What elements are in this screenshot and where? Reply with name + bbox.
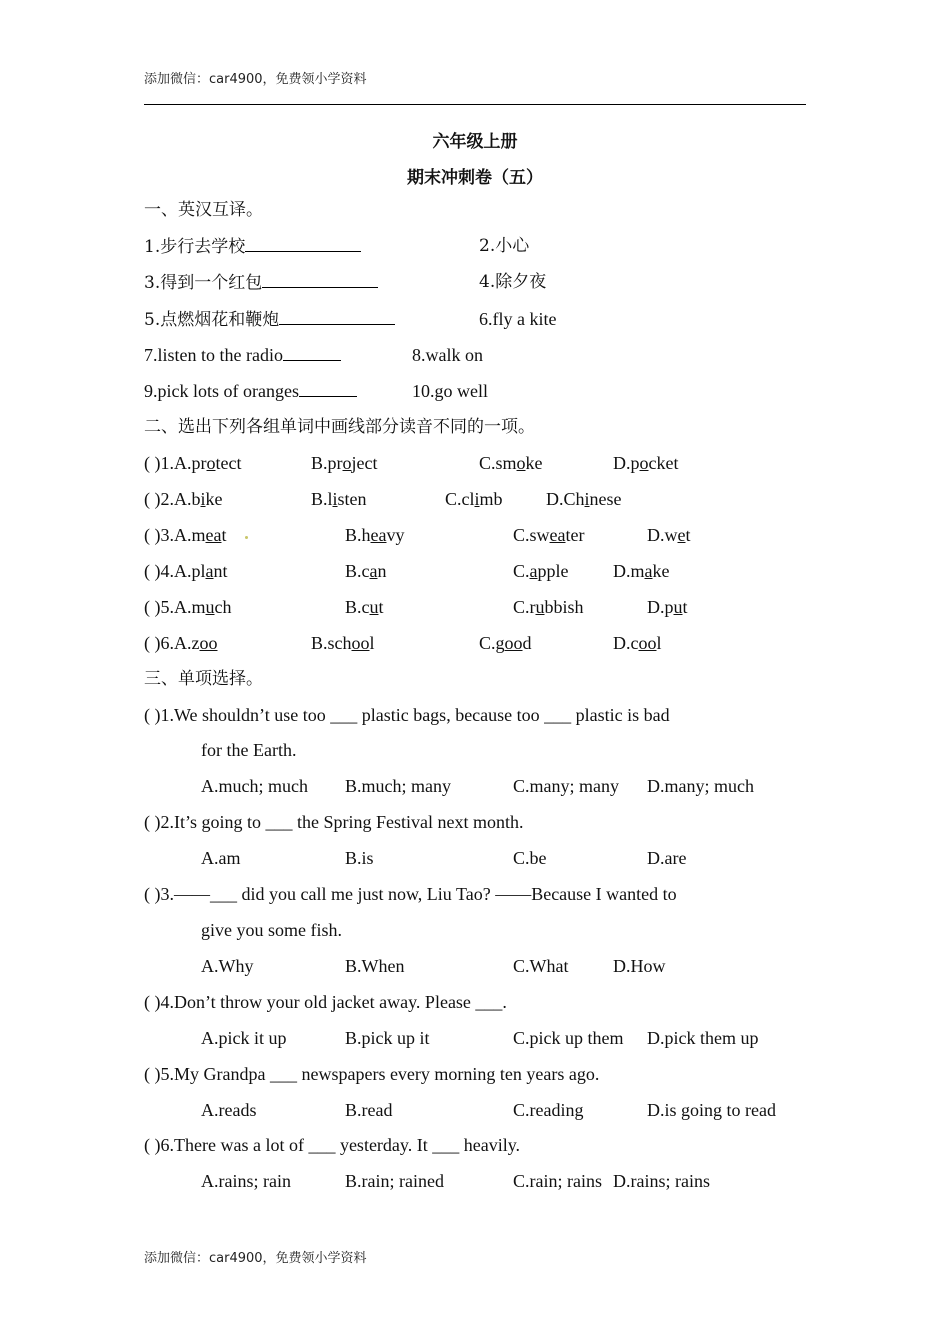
s2-q4-stem: ( )4.A.plant	[144, 561, 228, 581]
s2-q3-stem: ( )3.A.meat	[144, 525, 227, 545]
s2-q6-stem: ( )6.A.zoo	[144, 633, 218, 653]
s1-item-7: 7.listen to the radio	[144, 344, 341, 366]
s2-q2-option-d: D.Chinese	[546, 489, 622, 509]
s2-q2-option-c: C.climb	[445, 489, 503, 509]
s3-q1-option-d: D.many; much	[647, 776, 754, 796]
page-title-exam: 期末冲刺卷（五）	[407, 168, 543, 188]
s3-q4-option-a: A.pick it up	[201, 1028, 287, 1048]
s2-q6-option-c: C.good	[479, 633, 532, 653]
s2-q1-option-b: B.project	[311, 453, 378, 473]
s1-item-6: 6.fly a kite	[479, 309, 557, 329]
s1-item-3: 3.得到一个红包	[144, 271, 378, 294]
s2-q3-option-c: C.sweater	[513, 525, 585, 545]
s3-q3-stem-cont: give you some fish.	[201, 920, 342, 940]
s2-q1-option-c: C.smoke	[479, 453, 543, 473]
page-header: 添加微信：car4900，免费领小学资料	[144, 72, 367, 87]
s3-q4-option-c: C.pick up them	[513, 1028, 624, 1048]
s3-q3-stem: ( )3.——___ did you call me just now, Liu Tao? ——Because I wanted to	[144, 884, 677, 904]
s2-q4-option-b: B.can	[345, 561, 387, 581]
s1-item-1: 1.步行去学校	[144, 235, 361, 258]
s1-item-4: 4.除夕夜	[479, 272, 547, 292]
s3-q3-option-d: D.How	[613, 956, 666, 976]
s3-q6-option-c: C.rain; rains	[513, 1171, 602, 1191]
s3-q3-option-b: B.When	[345, 956, 405, 976]
s3-q6-stem: ( )6.There was a lot of ___ yesterday. It ___ heavily.	[144, 1135, 521, 1155]
s1-item-9: 9.pick lots of oranges	[144, 380, 357, 402]
header-rule	[144, 104, 806, 105]
s3-q1-stem: ( )1.We shouldn’t use too ___ plastic bags, because too ___ plastic is bad	[144, 705, 670, 725]
s3-q2-option-b: B.is	[345, 848, 374, 868]
s2-q5-option-b: B.cut	[345, 597, 384, 617]
s2-q2-option-b: B.listen	[311, 489, 367, 509]
s3-q5-option-c: C.reading	[513, 1100, 584, 1120]
page-footer: 添加微信：car4900，免费领小学资料	[144, 1251, 367, 1266]
s3-q5-stem: ( )5.My Grandpa ___ newspapers every morning ten years ago.	[144, 1064, 600, 1084]
s3-q5-option-b: B.read	[345, 1100, 393, 1120]
s2-q3-option-d: D.wet	[647, 525, 691, 545]
s2-q1-stem: ( )1.A.protect	[144, 453, 242, 473]
s3-q6-option-b: B.rain; rained	[345, 1171, 444, 1191]
s2-q4-option-c: C.apple	[513, 561, 569, 581]
s2-q6-option-b: B.school	[311, 633, 375, 653]
s3-q6-option-d: D.rains; rains	[613, 1171, 710, 1191]
s3-q6-option-a: A.rains; rain	[201, 1171, 291, 1191]
s2-q5-option-d: D.put	[647, 597, 688, 617]
s3-q2-stem: ( )2.It’s going to ___ the Spring Festival next month.	[144, 812, 524, 832]
s3-q3-option-a: A.Why	[201, 956, 254, 976]
s3-q2-option-c: C.be	[513, 848, 547, 868]
s1-item-10: 10.go well	[412, 381, 488, 401]
s3-q1-option-c: C.many; many	[513, 776, 619, 796]
s3-q1-option-a: A.much; much	[201, 776, 308, 796]
s3-q5-option-a: A.reads	[201, 1100, 257, 1120]
page-title-grade: 六年级上册	[432, 132, 518, 152]
section2-heading: 二、选出下列各组单词中画线部分读音不同的一项。	[144, 417, 535, 437]
s2-q5-option-c: C.rubbish	[513, 597, 584, 617]
section1-heading: 一、英汉互译。	[144, 200, 263, 220]
section3-heading: 三、单项选择。	[144, 669, 263, 689]
s3-q4-stem: ( )4.Don’t throw your old jacket away. Please ___.	[144, 992, 507, 1012]
s1-item-5: 5.点燃烟花和鞭炮	[144, 308, 395, 331]
s2-q3-option-b: B.heavy	[345, 525, 405, 545]
s2-q5-stem: ( )5.A.much	[144, 597, 232, 617]
mark-dot	[245, 536, 248, 539]
s2-q6-option-d: D.cool	[613, 633, 662, 653]
s2-q1-option-d: D.pocket	[613, 453, 679, 473]
s1-item-2: 2.小心	[479, 236, 530, 256]
s2-q2-stem: ( )2.A.bike	[144, 489, 223, 509]
s3-q1-option-b: B.much; many	[345, 776, 451, 796]
s3-q3-option-c: C.What	[513, 956, 569, 976]
s3-q1-stem-cont: for the Earth.	[201, 740, 297, 760]
s3-q2-option-d: D.are	[647, 848, 687, 868]
s3-q2-option-a: A.am	[201, 848, 241, 868]
s3-q5-option-d: D.is going to read	[647, 1100, 776, 1120]
s1-item-8: 8.walk on	[412, 345, 483, 365]
s2-q4-option-d: D.make	[613, 561, 670, 581]
s3-q4-option-d: D.pick them up	[647, 1028, 759, 1048]
s3-q4-option-b: B.pick up it	[345, 1028, 430, 1048]
